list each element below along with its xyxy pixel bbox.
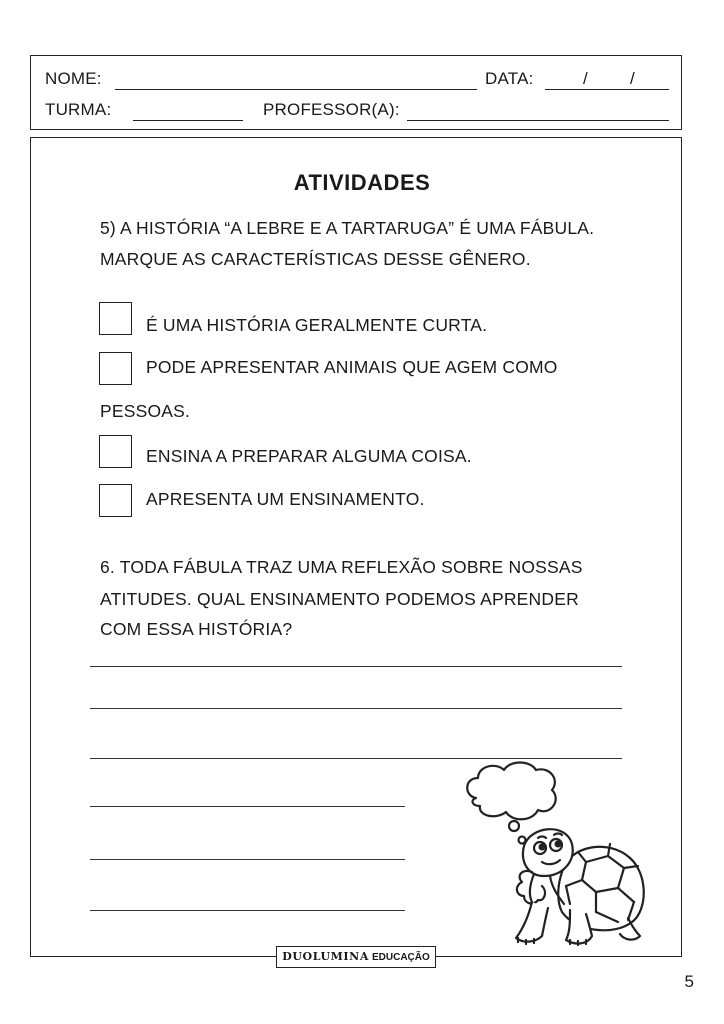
option-1-label: É UMA HISTÓRIA GERALMENTE CURTA. [146,315,488,335]
date-separator-1: / [583,69,588,88]
nome-label: NOME: [45,69,102,88]
checkbox-option-1[interactable] [99,302,132,335]
q6-line-2: ATITUDES. QUAL ENSINAMENTO PODEMOS APRENDER [100,589,579,609]
professor-label: PROFESSOR(A): [263,100,400,119]
option-3-label: ENSINA A PREPARAR ALGUMA COISA. [146,446,472,466]
date-separator-2: / [630,69,635,88]
data-label: DATA: [485,69,534,88]
option-2-label: PODE APRESENTAR ANIMAIS QUE AGEM COMO [146,357,558,377]
answer-line-2[interactable] [90,708,622,709]
brand-sub-text: EDUCAÇÃO [371,952,430,963]
q6-line-3: COM ESSA HISTÓRIA? [100,619,293,639]
page-title: ATIVIDADES [293,170,431,195]
turtle-thinking-icon [458,760,654,956]
answer-line-4[interactable] [90,806,405,807]
q5-line-2: MARQUE AS CARACTERÍSTICAS DESSE GÊNERO. [100,249,531,269]
answer-line-1[interactable] [90,666,622,667]
turma-label: TURMA: [45,100,112,119]
checkbox-option-3[interactable] [99,435,132,468]
answer-line-5[interactable] [90,859,405,860]
option-4-label: APRESENTA UM ENSINAMENTO. [146,489,425,509]
brand-logo [276,946,436,968]
answer-line-3[interactable] [90,758,622,759]
q6-line-1: 6. TODA FÁBULA TRAZ UMA REFLEXÃO SOBRE NOSSAS [100,557,583,577]
answer-line-6[interactable] [90,910,405,911]
page-number: 5 [684,972,694,991]
option-2-continuation: PESSOAS. [100,401,191,421]
data-field[interactable] [545,89,669,90]
brand-main-text: DUOLUMINA [282,950,369,963]
header-box [30,55,682,130]
professor-field[interactable] [407,120,669,121]
turma-field[interactable] [133,120,243,121]
checkbox-option-4[interactable] [99,484,132,517]
q5-line-1: 5) A HISTÓRIA “A LEBRE E A TARTARUGA” É UMA FÁBULA. [100,218,595,238]
checkbox-option-2[interactable] [99,352,132,385]
nome-field[interactable] [115,89,477,90]
